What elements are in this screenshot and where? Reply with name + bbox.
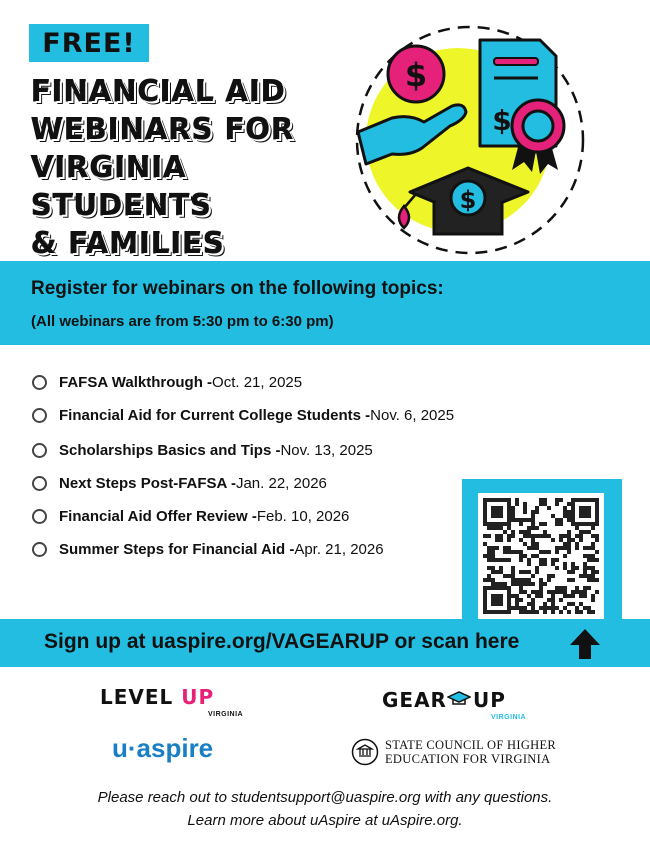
topic-date: Jan. 22, 2026 (235, 475, 327, 492)
logo-text: LEVEL (100, 685, 182, 709)
headline-line: STUDENTS (31, 188, 213, 222)
circle-bullet-icon (32, 443, 47, 458)
gear-up-logo (382, 688, 506, 712)
list-item (32, 541, 384, 558)
topic-date: Nov. 13, 2025 (280, 442, 373, 459)
svg-text:$: $ (492, 104, 512, 137)
logo-subtext: VIRGINIA (208, 711, 244, 718)
svg-text:$: $ (459, 186, 477, 214)
topic-name: Scholarships Basics and Tips - (59, 442, 281, 459)
topic-name: Next Steps Post-FAFSA - (59, 475, 236, 492)
footer-contact: Please reach out to studentsupport@uaspire.org with any questions. (97, 789, 553, 806)
uaspire-logo: u·aspire (112, 733, 214, 763)
svg-text:$: $ (404, 56, 428, 94)
financial-aid-illustration (352, 22, 588, 258)
list-item (32, 508, 349, 525)
qr-code[interactable] (478, 493, 604, 619)
circle-bullet-icon (32, 542, 47, 557)
headline (31, 72, 331, 262)
list-item (32, 442, 373, 459)
circle-bullet-icon (32, 408, 47, 423)
qr-code-icon (478, 493, 604, 619)
grad-cap-icon (447, 688, 473, 712)
qr-code-frame (462, 479, 622, 619)
headline-line: WEBINARS FOR (31, 112, 295, 146)
signup-banner (0, 619, 650, 667)
headline-line: & FAMILIES (31, 226, 225, 260)
topic-name: Financial Aid for Current College Students - (59, 407, 371, 424)
circle-bullet-icon (32, 375, 47, 390)
headline-line: FINANCIAL AID (31, 74, 286, 108)
seal-icon (351, 738, 379, 766)
list-item (32, 475, 327, 492)
schev-line: EDUCATION FOR VIRGINIA (385, 752, 551, 766)
signup-text[interactable]: Sign up at uaspire.org/VAGEARUP or scan here (44, 630, 520, 653)
logo-text: UP (472, 688, 506, 712)
topic-name: FAFSA Walkthrough - (59, 374, 213, 391)
topic-date: Nov. 6, 2025 (370, 407, 455, 424)
schev-line: STATE COUNCIL OF HIGHER (385, 738, 557, 752)
topic-date: Oct. 21, 2025 (212, 374, 303, 391)
list-item (32, 374, 302, 391)
circle-bullet-icon (32, 509, 47, 524)
topic-name: Financial Aid Offer Review - (59, 508, 257, 525)
headline-line: VIRGINIA (31, 150, 187, 184)
topic-date: Feb. 10, 2026 (256, 508, 350, 525)
free-badge: FREE! (29, 24, 149, 62)
logo-text: GEAR (382, 688, 447, 712)
footer-learn-more: Learn more about uAspire at uAspire.org. (187, 812, 463, 829)
list-item (32, 407, 454, 424)
arrow-up-icon (568, 627, 602, 661)
register-subtitle: (All webinars are from 5:30 pm to 6:30 pm) (31, 313, 334, 330)
register-title: Register for webinars on the following topics: (31, 278, 444, 299)
register-banner (0, 261, 650, 345)
level-up-logo (100, 685, 214, 709)
logo-subtext: VIRGINIA (491, 714, 527, 721)
schev-logo (351, 738, 556, 766)
logo-text-accent: UP (181, 685, 215, 709)
circle-bullet-icon (32, 476, 47, 491)
topic-date: Apr. 21, 2026 (294, 541, 384, 558)
topic-name: Summer Steps for Financial Aid - (59, 541, 295, 558)
